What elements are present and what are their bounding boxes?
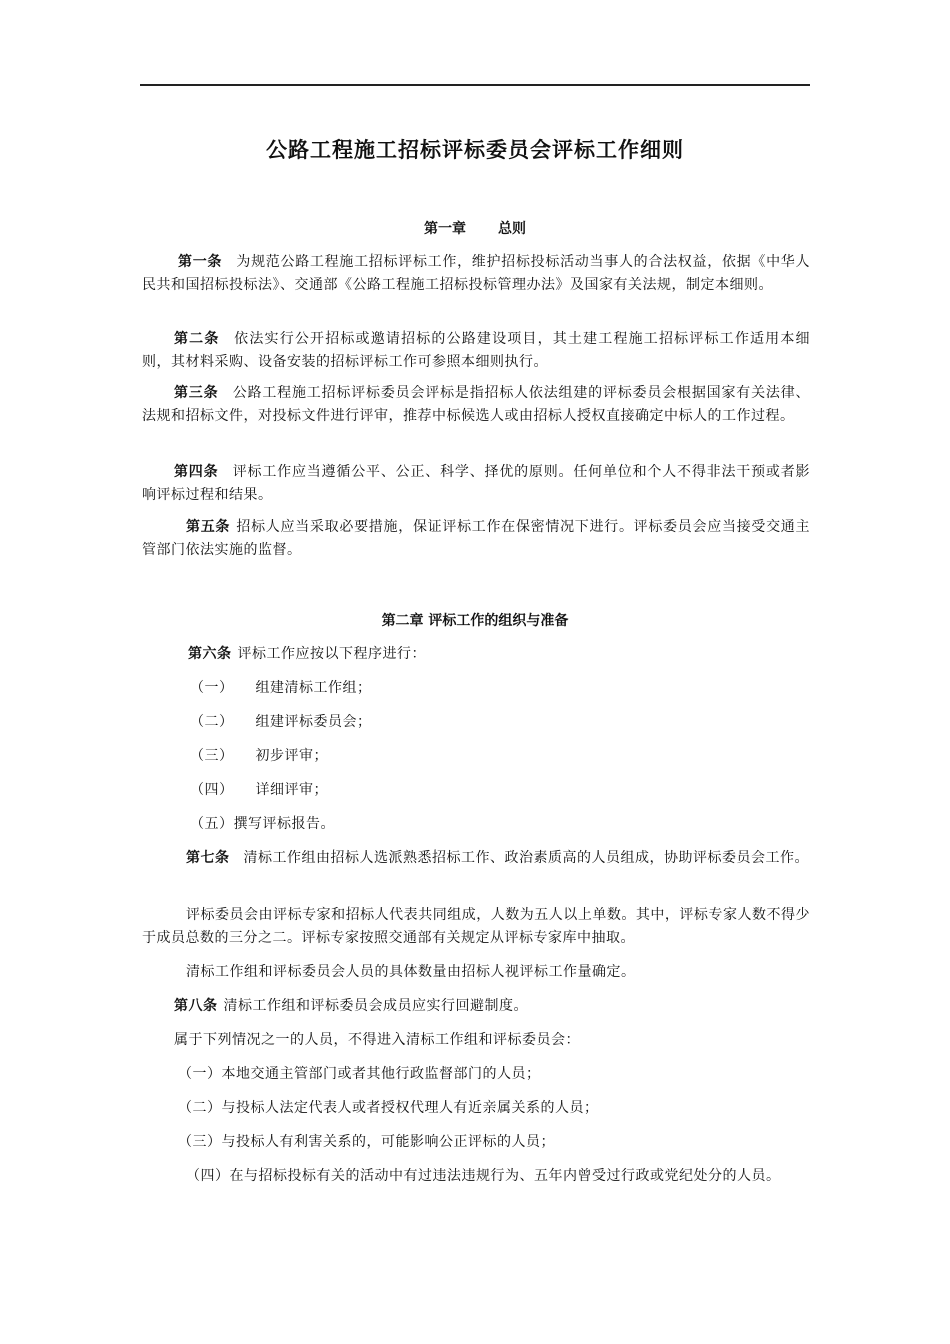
- article-1-label: 第一条: [178, 254, 223, 270]
- article-8-item-2: （二）与投标人法定代表人或者授权代理人有近亲属关系的人员；: [178, 1100, 599, 1116]
- article-5: [142, 516, 810, 562]
- header-rule: [140, 84, 810, 86]
- article-4: [142, 461, 810, 507]
- article-7-label: 第七条: [186, 850, 230, 866]
- article-6-item-4: [190, 779, 810, 802]
- article-1-text: 为规范公路工程施工招标评标工作，维护招标投标活动当事人的合法权益，依据《中华人民共和国招标投标法》、交通部《公路工程施工招标投标管理办法》及国家有关法规，制定本细则。: [142, 254, 811, 293]
- item-number: （一）: [190, 680, 234, 696]
- article-1: [142, 251, 810, 297]
- item-text: 组建清标工作组；: [255, 680, 372, 696]
- article-6-item-3: [190, 745, 810, 768]
- item-number: （二）: [190, 714, 234, 730]
- article-6-text: 评标工作应按以下程序进行：: [237, 646, 426, 662]
- document-title: 公路工程施工招标评标委员会评标工作细则: [266, 138, 684, 162]
- chapter-1-name: 总则: [498, 221, 526, 237]
- item-number: （四）: [190, 782, 234, 798]
- article-7-text: 清标工作组由招标人选派熟悉招标工作、政治素质高的人员组成，协助评标委员会工作。: [243, 850, 809, 866]
- article-6: [142, 643, 810, 666]
- article-3-label: 第三条: [174, 385, 219, 401]
- chapter-1-label: 第一章: [424, 221, 466, 237]
- article-4-label: 第四条: [174, 464, 219, 480]
- article-6-item-5: [190, 813, 810, 836]
- article-8-label: 第八条: [174, 998, 218, 1014]
- article-2: [142, 328, 810, 374]
- chapter-1-heading: [140, 218, 810, 238]
- item-text: 组建评标委员会；: [255, 714, 372, 730]
- article-3-text: 公路工程施工招标评标委员会评标是指招标人依法组建的评标委员会根据国家有关法律、法规和招标文件，对投标文件进行评审，推荐中标候选人或由招标人授权直接确定中标人的工作过程。: [142, 385, 811, 424]
- article-4-text: 评标工作应当遵循公平、公正、科学、择优的原则。任何单位和个人不得非法干预或者影响评标过程和结果。: [142, 464, 811, 503]
- item-number: （三）: [190, 748, 234, 764]
- chapter-2-heading: 第二章 评标工作的组织与准备: [381, 613, 569, 629]
- article-6-item-2: [190, 711, 810, 734]
- article-8: [142, 995, 810, 1018]
- article-7-para-2: 评标委员会由评标专家和招标人代表共同组成，人数为五人以上单数。其中，评标专家人数不得少于成员总数的三分之二。评标专家按照交通部有关规定从评标专家库中抽取。: [142, 907, 810, 946]
- item-number: （五）: [190, 816, 234, 832]
- article-8-text: 清标工作组和评标委员会成员应实行回避制度。: [223, 998, 528, 1014]
- article-8-item-1: （一）本地交通主管部门或者其他行政监督部门的人员；: [178, 1066, 541, 1082]
- article-6-label: 第六条: [188, 646, 232, 662]
- article-2-text: 依法实行公开招标或邀请招标的公路建设项目，其土建工程施工招标评标工作适用本细则，其材料采购、设备安装的招标评标工作可参照本细则执行。: [142, 331, 811, 370]
- article-8-item-3: （三）与投标人有利害关系的，可能影响公正评标的人员；: [178, 1134, 555, 1150]
- article-2-label: 第二条: [174, 331, 220, 347]
- item-text: 初步评审；: [255, 748, 328, 764]
- article-6-item-1: [190, 677, 810, 700]
- article-8-intro: 属于下列情况之一的人员，不得进入清标工作组和评标委员会：: [174, 1032, 580, 1048]
- item-text: 撰写评标报告。: [233, 816, 335, 832]
- item-text: 详细评审；: [255, 782, 328, 798]
- article-7-para-3: 清标工作组和评标委员会人员的具体数量由招标人视评标工作量确定。: [186, 964, 636, 980]
- article-5-label: 第五条: [186, 519, 231, 535]
- article-7: [142, 847, 810, 870]
- article-8-item-4: （四）在与招标投标有关的活动中有过违法违规行为、五年内曾受过行政或党纪处分的人员。: [186, 1168, 781, 1184]
- article-3: [142, 382, 810, 428]
- article-5-text: 招标人应当采取必要措施，保证评标工作在保密情况下进行。评标委员会应当接受交通主管部门依法实施的监督。: [142, 519, 811, 558]
